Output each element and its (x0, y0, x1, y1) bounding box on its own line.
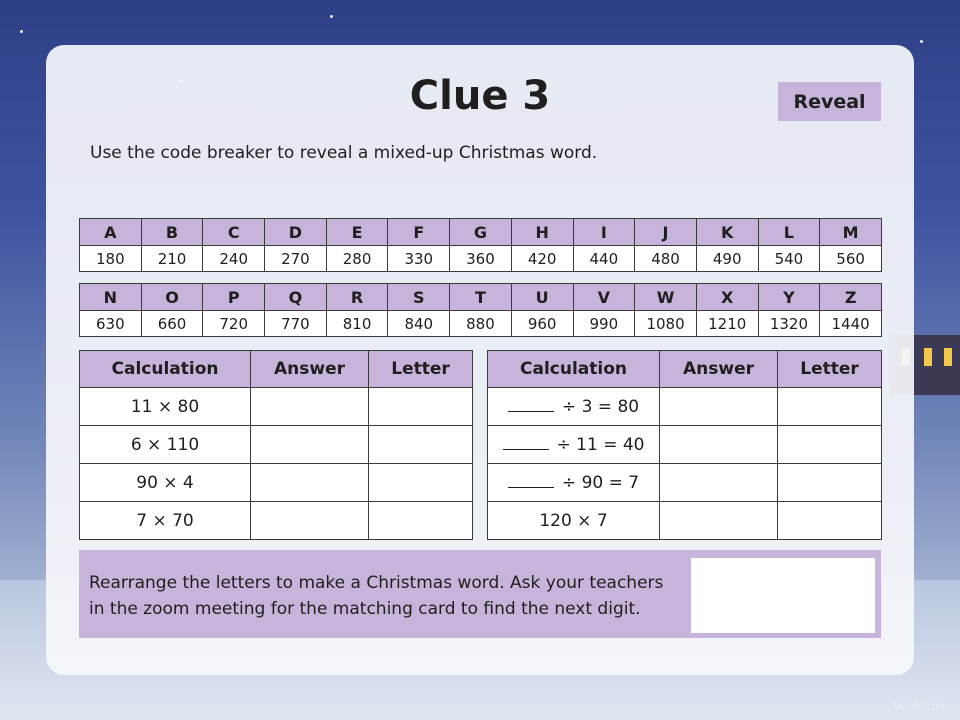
code-letter: J (635, 219, 697, 246)
code-letter: G (450, 219, 512, 246)
code-letters-row (80, 284, 882, 311)
page-title: Clue 3 (409, 73, 551, 119)
rearrange-instructions: Rearrange the letters to make a Christmas word. Ask your teachers in the zoom meeting for the matching card to find the next digit. (89, 573, 664, 619)
calc-row (488, 464, 882, 502)
star (20, 30, 23, 33)
code-letter: Q (265, 284, 327, 311)
code-letter: H (511, 219, 573, 246)
christmas-word-answer-box[interactable] (691, 558, 875, 633)
calc-row (488, 502, 882, 540)
code-letter: L (758, 219, 820, 246)
code-value: 270 (265, 246, 327, 272)
code-value: 880 (450, 311, 512, 337)
calc-row (80, 464, 473, 502)
code-letter: A (80, 219, 142, 246)
code-value: 1080 (635, 311, 697, 337)
letter-cell[interactable] (369, 426, 473, 464)
code-letter: K (696, 219, 758, 246)
code-letter: N (80, 284, 142, 311)
code-value: 770 (265, 311, 327, 337)
code-value: 660 (141, 311, 203, 337)
calc-row (80, 388, 473, 426)
blank-line (503, 449, 549, 450)
code-value: 490 (696, 246, 758, 272)
calculation-text: ÷ 90 = 7 (561, 472, 640, 493)
answer-cell[interactable] (660, 426, 778, 464)
answer-cell[interactable] (251, 464, 369, 502)
letter-cell[interactable] (778, 388, 882, 426)
code-value: 1210 (696, 311, 758, 337)
calculation-cell: 120 × 7 (488, 502, 660, 540)
calc-row (80, 502, 473, 540)
calc-row (488, 388, 882, 426)
blank-line (508, 487, 554, 488)
code-value: 360 (450, 246, 512, 272)
code-value: 560 (820, 246, 882, 272)
code-value: 440 (573, 246, 635, 272)
code-letter: V (573, 284, 635, 311)
code-value: 420 (511, 246, 573, 272)
brand-watermark: twinkl.com (893, 701, 948, 712)
code-values-row (80, 311, 882, 337)
code-letter: S (388, 284, 450, 311)
code-letter: I (573, 219, 635, 246)
instructions-text: Use the code breaker to reveal a mixed-up Christmas word. (90, 143, 598, 163)
house-window (924, 348, 932, 366)
calculation-table-right (487, 350, 882, 540)
code-letter: O (141, 284, 203, 311)
calculation-cell: 7 × 70 (80, 502, 251, 540)
code-value: 840 (388, 311, 450, 337)
reveal-button[interactable]: Reveal (778, 82, 881, 121)
star (920, 40, 923, 43)
letter-cell[interactable] (778, 464, 882, 502)
answer-cell[interactable] (660, 388, 778, 426)
code-value: 210 (141, 246, 203, 272)
code-value: 720 (203, 311, 265, 337)
star (330, 15, 333, 18)
code-value: 480 (635, 246, 697, 272)
code-letter: Y (758, 284, 820, 311)
code-letter: U (511, 284, 573, 311)
code-letter: Z (820, 284, 882, 311)
calculation-table-left (79, 350, 473, 540)
clue-card (46, 45, 914, 675)
code-letter: D (265, 219, 327, 246)
answer-cell[interactable] (660, 502, 778, 540)
code-letters-row (80, 219, 882, 246)
letter-header: Letter (369, 351, 473, 388)
code-letter: C (203, 219, 265, 246)
calculation-cell (488, 464, 660, 502)
answer-cell[interactable] (660, 464, 778, 502)
code-value: 990 (573, 311, 635, 337)
answer-cell[interactable] (251, 388, 369, 426)
code-value: 630 (80, 311, 142, 337)
letter-cell[interactable] (369, 502, 473, 540)
calculation-cell: 6 × 110 (80, 426, 251, 464)
letter-cell[interactable] (778, 502, 882, 540)
answer-header: Answer (251, 351, 369, 388)
rearrange-panel (79, 550, 881, 638)
code-value: 280 (326, 246, 388, 272)
code-letter: B (141, 219, 203, 246)
letter-cell[interactable] (369, 388, 473, 426)
code-value: 1440 (820, 311, 882, 337)
calc-header-row (80, 351, 473, 388)
code-values-row (80, 246, 882, 272)
code-value: 240 (203, 246, 265, 272)
code-letter: R (326, 284, 388, 311)
letter-cell[interactable] (369, 464, 473, 502)
code-letter: X (696, 284, 758, 311)
code-value: 810 (326, 311, 388, 337)
answer-cell[interactable] (251, 426, 369, 464)
code-letter: E (326, 219, 388, 246)
code-value: 330 (388, 246, 450, 272)
code-value: 960 (511, 311, 573, 337)
code-letter: T (450, 284, 512, 311)
code-letter: F (388, 219, 450, 246)
code-letter: W (635, 284, 697, 311)
calculation-text: ÷ 11 = 40 (556, 434, 645, 455)
calculation-cell: 11 × 80 (80, 388, 251, 426)
letter-header: Letter (778, 351, 882, 388)
blank-line (508, 411, 554, 412)
calc-header-row (488, 351, 882, 388)
house-window (944, 348, 952, 366)
letter-cell[interactable] (778, 426, 882, 464)
calculation-cell (488, 426, 660, 464)
code-letter: P (203, 284, 265, 311)
code-breaker-table-2 (79, 283, 882, 337)
calc-row (488, 426, 882, 464)
calculation-cell (488, 388, 660, 426)
calc-row (80, 426, 473, 464)
code-value: 180 (80, 246, 142, 272)
code-letter: M (820, 219, 882, 246)
calculation-header: Calculation (488, 351, 660, 388)
answer-header: Answer (660, 351, 778, 388)
calculation-cell: 90 × 4 (80, 464, 251, 502)
code-breaker-table-1 (79, 218, 882, 272)
code-value: 540 (758, 246, 820, 272)
answer-cell[interactable] (251, 502, 369, 540)
calculation-header: Calculation (80, 351, 251, 388)
code-value: 1320 (758, 311, 820, 337)
calculation-text: ÷ 3 = 80 (561, 396, 640, 417)
